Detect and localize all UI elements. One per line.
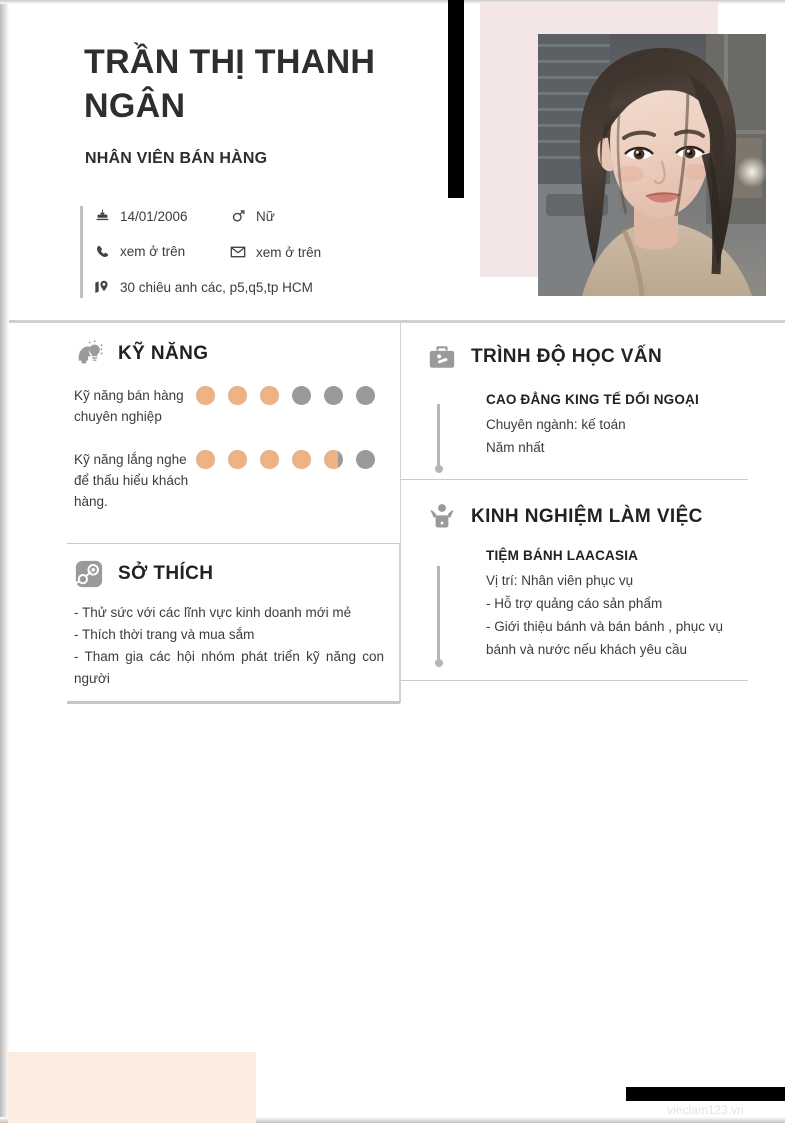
rating-dot	[196, 450, 215, 469]
rating-dot-fill	[196, 386, 215, 405]
rating-dot-fill	[228, 386, 247, 405]
briefcase-icon	[425, 340, 459, 374]
hobby-item: - Tham gia các hội nhóm phát triển kỹ năng con người	[74, 649, 384, 686]
column-divider	[400, 323, 401, 703]
site-watermark: vieclam123.vn	[667, 1103, 744, 1117]
rating-dot	[260, 386, 279, 405]
rating-dot	[292, 386, 311, 405]
rating-dot-fill	[228, 450, 247, 469]
rating-dot	[228, 386, 247, 405]
contact-email	[228, 244, 321, 260]
contact-phone-value: xem ở trên	[120, 244, 186, 259]
rating-dot-fill	[324, 450, 338, 469]
hobby-item: - Thích thời trang và mua sắm	[74, 627, 255, 642]
contact-dob-value: 14/01/2006	[120, 209, 188, 224]
experience-company: TIỆM BÁNH LAACASIA	[486, 548, 639, 563]
contact-dob	[92, 209, 188, 224]
hobbies-box-top-border	[67, 543, 400, 544]
education-year: Năm nhất	[486, 440, 545, 455]
hobbies-list	[74, 602, 384, 690]
rating-dot-fill	[196, 450, 215, 469]
contact-gender-value: Nữ	[256, 209, 275, 224]
birthday-cake-icon	[92, 209, 112, 224]
page-edge-shadow-left	[0, 0, 9, 1123]
contact-email-value: xem ở trên	[256, 244, 322, 260]
rating-dot	[356, 450, 375, 469]
experience-duty: - Hỗ trợ quảng cáo sản phẩm	[486, 596, 663, 611]
section-title-experience: KINH NGHIỆM LÀM VIỆC	[471, 506, 703, 527]
rating-dot	[260, 450, 279, 469]
section-title-hobbies: SỞ THÍCH	[118, 563, 214, 584]
education-school: CAO ĐẲNG KING TẾ DỐI NGOẠI	[486, 392, 699, 407]
head-lightbulb-icon	[72, 337, 106, 371]
rating-dot	[228, 450, 247, 469]
section-header-education	[425, 340, 662, 374]
experience-duty: - Giới thiệu bánh và bán bánh , phục vụ bánh và nước nếu khách yêu cầu	[486, 619, 724, 657]
experience-section-divider	[401, 680, 748, 681]
skill-rating-dots	[196, 386, 375, 405]
rating-dot-fill	[260, 386, 279, 405]
section-header-skills	[72, 337, 208, 371]
rating-dot-fill	[292, 450, 311, 469]
skill-label: Kỹ năng bán hàng chuyên nghiệp	[74, 388, 184, 424]
envelope-icon	[228, 244, 248, 260]
contact-phone	[92, 244, 185, 259]
contact-accent-line	[80, 206, 83, 298]
candidate-photo	[538, 34, 766, 296]
hobbies-box-bottom-border	[67, 701, 400, 704]
rating-dot	[324, 386, 343, 405]
section-title-education: TRÌNH ĐỘ HỌC VẤN	[471, 346, 663, 367]
experience-position: Vị trí: Nhân viên phục vụ	[486, 573, 634, 588]
gender-icon	[228, 209, 248, 224]
section-title-skills: KỸ NĂNG	[118, 343, 209, 364]
section-header-experience	[425, 500, 703, 534]
education-section-divider	[401, 479, 748, 480]
hobby-steam-icon	[72, 557, 106, 591]
phone-icon	[92, 244, 112, 259]
contact-gender	[228, 209, 275, 224]
header-black-accent-bar	[448, 0, 464, 198]
header-divider	[9, 320, 785, 323]
education-timeline	[437, 404, 440, 466]
hobby-item: - Thử sức với các lĩnh vực kinh doanh mới mẻ	[74, 605, 352, 620]
map-location-icon	[92, 279, 112, 295]
hobbies-box-right-border	[399, 543, 400, 702]
waiter-service-icon	[425, 500, 459, 534]
rating-dot	[356, 386, 375, 405]
candidate-name: TRẦN THỊ THANH NGÂN	[84, 43, 376, 125]
experience-timeline	[437, 566, 440, 660]
skill-rating-dots	[196, 450, 375, 469]
skill-label: Kỹ năng lắng nghe để thấu hiểu khách hàng.	[74, 452, 189, 509]
section-header-hobbies	[72, 557, 213, 591]
candidate-job-title: NHÂN VIÊN BÁN HÀNG	[85, 150, 268, 167]
rating-dot	[292, 450, 311, 469]
education-major: Chuyên ngành: kế toán	[486, 417, 626, 432]
rating-dot	[196, 386, 215, 405]
contact-address	[92, 279, 313, 295]
contact-address-value: 30 chiêu anh các, p5,q5,tp HCM	[120, 279, 313, 295]
experience-entry	[486, 548, 748, 661]
education-entry	[486, 392, 756, 459]
footer-peach-accent-block	[8, 1052, 256, 1123]
footer-black-accent-block	[626, 1087, 785, 1101]
rating-dot	[324, 450, 343, 469]
rating-dot-fill	[260, 450, 279, 469]
